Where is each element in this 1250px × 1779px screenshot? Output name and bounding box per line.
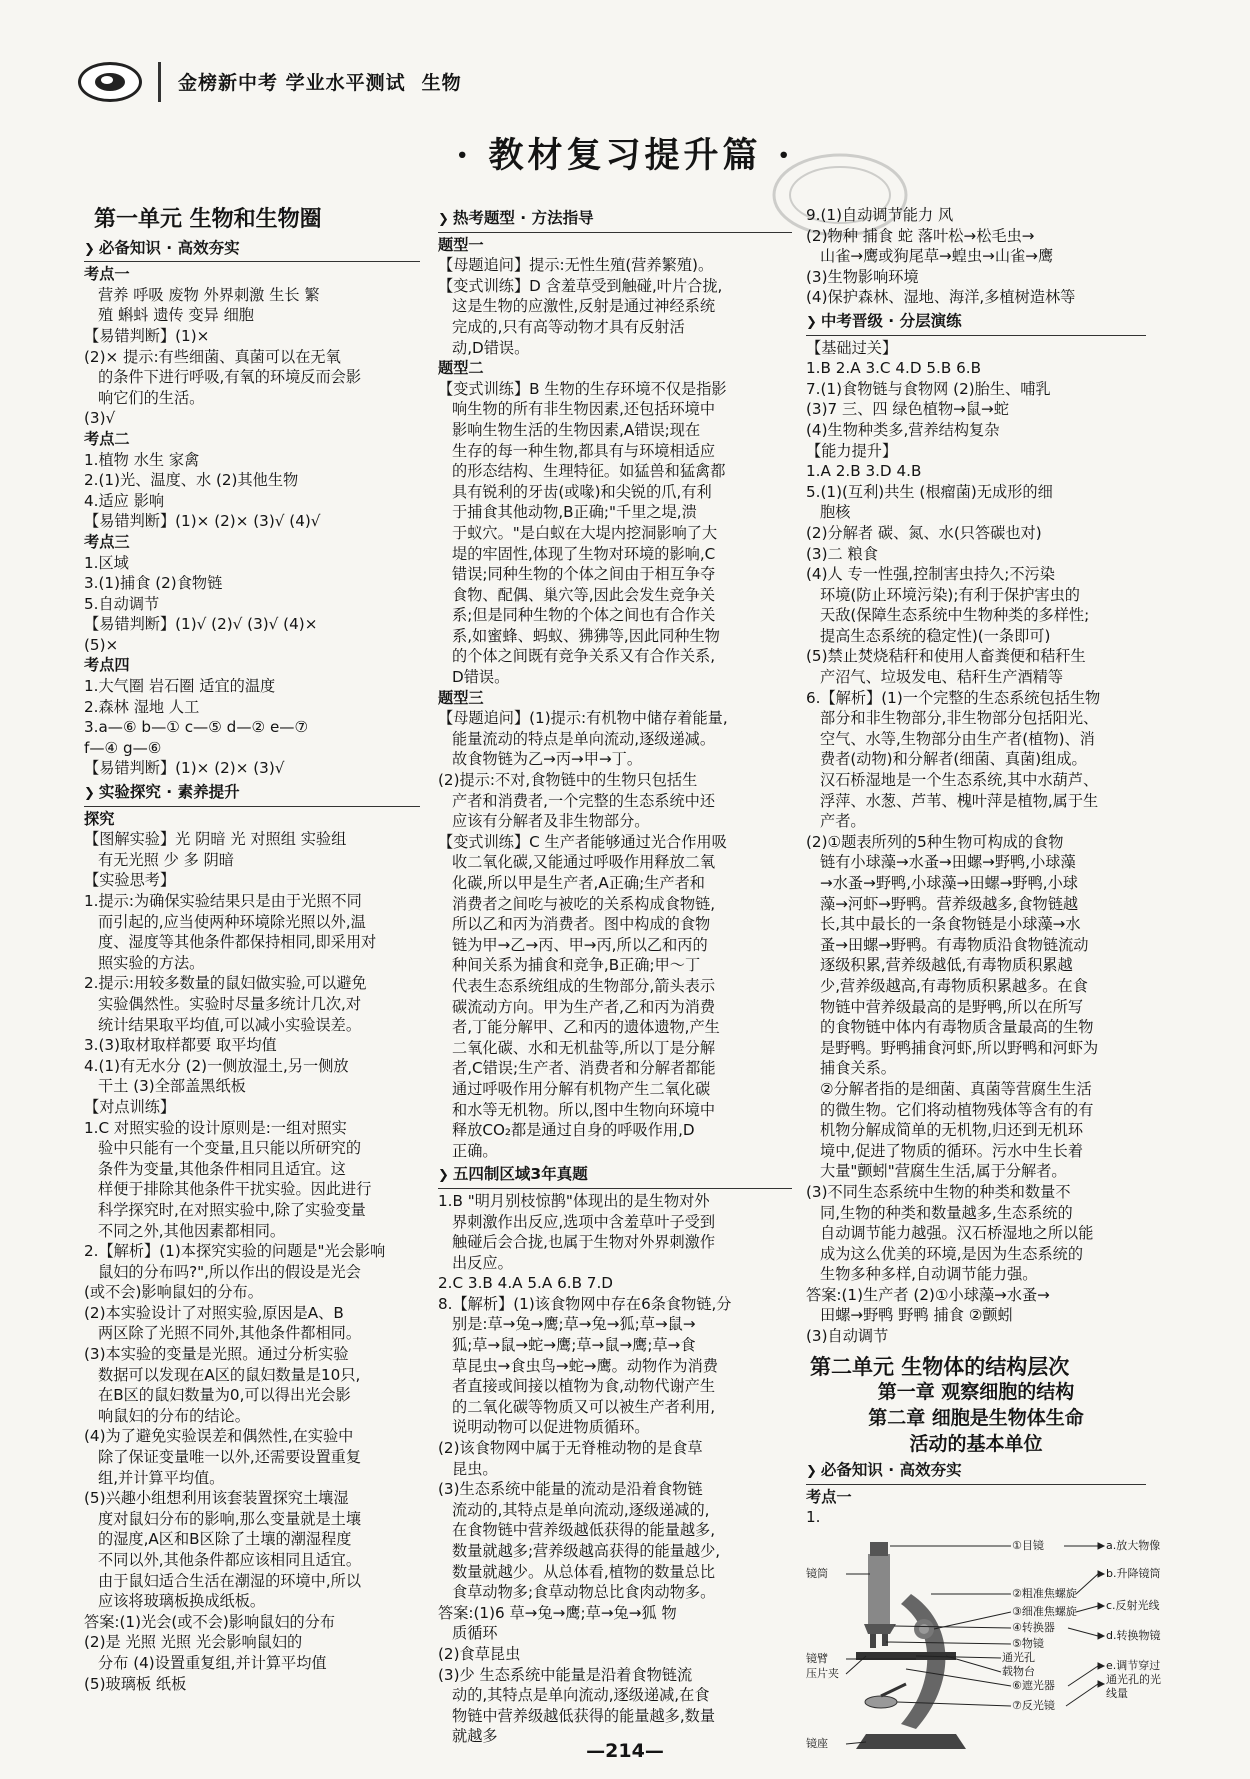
- text-line: 成为这么优美的环境,是因为生态系统的: [820, 1244, 1084, 1263]
- subject-name: 生物: [421, 72, 462, 94]
- label-aperture: 通光孔: [1002, 1651, 1035, 1665]
- text-line: 【母题追问】提示:无性生殖(营养繁殖)。: [438, 256, 714, 275]
- text-line: (2)物种 捕食 蛇 落叶松→松毛虫→: [806, 226, 1035, 245]
- text-line: (2)该食物网中属于无脊椎动物的是食草: [438, 1439, 703, 1458]
- text-line: 长,其中最长的一条食物链是小球藻→水: [820, 915, 1081, 934]
- text-line: 生存的每一种生物,都具有与环境相适应: [452, 441, 716, 460]
- text-line: 殖 蝌蚪 遗传 变异 细胞: [98, 306, 254, 325]
- text-line: 系,如蜜蜂、蚂蚁、狒狒等,因此同种生物: [452, 626, 720, 645]
- text-line: 照实验的方法。: [98, 953, 205, 972]
- text-line: 山雀→鹰或狗尾草→蝗虫→山雀→鹰: [820, 247, 1054, 266]
- text-line: 别是:草→兔→鹰;草→兔→狐;草→鼠→: [452, 1315, 696, 1334]
- text-line: ②分解者指的是细菌、真菌等营腐生生活: [820, 1079, 1092, 1098]
- text-line: 消费者之间吃与被吃的关系构成食物链,: [452, 894, 716, 913]
- text-line: 种间关系为捕食和竞争,B正确;甲～丁: [452, 956, 701, 975]
- text-line: 空气、水等,生物部分由生产者(植物)、消: [820, 729, 1095, 748]
- text-line: 化碳,所以甲是生产者,A正确;生产者和: [452, 874, 705, 892]
- text-line: f—④ g—⑥: [84, 738, 162, 757]
- text-line: 者,C错误;生产者、消费者和分解者都能: [452, 1059, 716, 1078]
- text-line: (4)人 专一性强,控制害虫持久;不污染: [806, 565, 1055, 584]
- text-line: 通过呼吸作用分解有机物产生二氧化碳: [452, 1079, 711, 1098]
- text-line: 的微生物。它们将动植物残体等含有的有: [820, 1100, 1094, 1119]
- text-line: (4)为了避免实验误差和偶然性,在实验中: [84, 1427, 354, 1446]
- text-line: 二氧化碳、水和无机盐等,所以丁是分解: [452, 1038, 716, 1057]
- text-line: 干土 (3)全部盖黑纸板: [98, 1077, 246, 1096]
- text-line: (3)二 粮食: [806, 544, 878, 563]
- text-line: 就越多: [452, 1727, 498, 1746]
- text-line: 【变式训练】C 生产者能够通过光合作用吸: [438, 832, 727, 851]
- page-number: —214—: [586, 1740, 664, 1762]
- text-line: (2)分解者 碳、氮、水(只答碳也对): [806, 523, 1042, 542]
- text-line: (2)①题表所列的5种生物可构成的食物: [806, 832, 1064, 851]
- chevron-right-icon: ❯: [806, 1464, 817, 1480]
- text-line: 错误;同种生物的个体之间由于相互争夺: [452, 565, 716, 584]
- text-line: (4)生物种类多,营养结构复杂: [806, 420, 1000, 439]
- text-line: 田螺→野鸭 野鸭 捕食 ②颤蚓: [820, 1306, 1013, 1325]
- text-line: 物链中营养级越低获得的能量越多,数量: [452, 1706, 716, 1725]
- text-line: 分布 (4)设置重复组,并计算平均值: [98, 1653, 327, 1672]
- text-line: 1.B "明月别枝惊鹊"体现出的是生物对外: [438, 1191, 710, 1210]
- chapter-2-title: 第二章 细胞是生物体生命: [868, 1407, 1084, 1430]
- text-line: 藻→河虾→野鸭。营养级越多,食物链越: [820, 894, 1079, 913]
- text-line: 机物分解成简单的无机物,归还到无机环: [820, 1121, 1084, 1140]
- text-line: 蚤→田螺→野鸭。有毒物质沿食物链流动: [820, 935, 1089, 954]
- text-line: 产者。: [820, 812, 866, 831]
- text-line: 不同以外,其他条件都应该相同且适宜。: [98, 1551, 362, 1569]
- text-line: 【易错判断】(1)×: [84, 326, 210, 345]
- text-line: 食物、配偶、巢穴等,因此会发生竞争关: [452, 585, 716, 604]
- text-line: 3.(1)捕食 (2)食物链: [84, 574, 223, 593]
- text-line: 应该有分解者及非生物部分。: [452, 812, 650, 831]
- text-block: [806, 338, 1146, 1347]
- text-line: 同,生物的种类和数量越多,生态系统的: [820, 1203, 1073, 1222]
- microscope-diagram: [806, 1534, 1161, 1764]
- text-line: (4)保护森林、湿地、海洋,多植树造林等: [806, 288, 1076, 307]
- text-line: (2)提示:不对,食物链中的生物只包括生: [438, 771, 698, 790]
- unit-2-title: 第二单元 生物体的结构层次: [810, 1353, 1070, 1379]
- text-line: 数据可以发现在A区的鼠妇数量是10只,: [98, 1365, 361, 1384]
- label-function-b: b.升降镜筒: [1106, 1567, 1161, 1581]
- text-line: 响它们的生活。: [98, 388, 205, 407]
- text-line: 出反应。: [452, 1253, 513, 1272]
- text-line: 生物多种多样,自动调节能力强。: [820, 1265, 1038, 1284]
- text-line: 2.森林 湿地 人工: [84, 697, 200, 716]
- text-line: 考点一: [84, 265, 130, 284]
- label-stage: 载物台: [1002, 1665, 1035, 1679]
- text-line: 的食物链中体内有毒物质含量最高的生物: [820, 1018, 1094, 1037]
- text-line: 5.(1)(互利)共生 (根瘤菌)无成形的细: [806, 482, 1053, 501]
- text-line: 的个体之间既有竞争关系又有合作关系,: [452, 647, 716, 666]
- text-line: 汉石桥湿地是一个生态系统,其中水葫芦、: [820, 771, 1099, 790]
- text-line: (或不会)影响鼠妇的分布。: [84, 1283, 263, 1302]
- text-line: (3)生物影响环境: [806, 267, 919, 286]
- text-line: 1.提示:为确保实验结果只是由于光照不同: [84, 892, 362, 910]
- text-line: 8.【解析】(1)该食物网中存在6条食物链,分: [438, 1294, 732, 1313]
- text-line: 部分和非生物部分,非生物部分包括阳光、: [820, 709, 1099, 728]
- text-line: (5)×: [84, 635, 119, 654]
- text-line: (3)7 三、四 绿色植物→鼠→蛇: [806, 400, 1009, 419]
- text-line: 考点二: [84, 429, 130, 448]
- text-line: 影响生物生活的生物因素,A错误;现在: [452, 420, 701, 439]
- section-header: ❯ 中考晋级 · 分层演练: [806, 311, 1146, 336]
- text-line: 是野鸭。野鸭捕食河虾,所以野鸭和河虾为: [820, 1038, 1099, 1057]
- text-line: 1.大气圈 岩石圈 适宜的温度: [84, 677, 276, 696]
- text-block: [438, 1191, 792, 1747]
- text-line: 【易错判断】(1)√ (2)√ (3)√ (4)×: [84, 615, 318, 634]
- text-line: 响生物的所有非生物因素,还包括环境中: [452, 400, 716, 419]
- column-2: [438, 205, 792, 1747]
- page-title: · 教材复习提升篇 ·: [456, 135, 794, 176]
- text-line: 考点四: [84, 656, 130, 675]
- text-line: 2.【解析】(1)本探究实验的问题是"光会影响: [84, 1242, 386, 1261]
- header-divider: [158, 62, 161, 102]
- chevron-right-icon: ❯: [84, 786, 95, 802]
- text-line: 天敌(保障生态系统中生物种类的多样性;: [820, 606, 1090, 625]
- text-block: [84, 264, 420, 779]
- text-line: 2.C 3.B 4.A 5.A 6.B 7.D: [438, 1274, 613, 1293]
- column-1: [84, 205, 420, 1694]
- text-line: 答案:(1)生产者 (2)①小球藻→水蚤→: [806, 1285, 1050, 1304]
- text-line: 营养 呼吸 废物 外界刺激 生长 繁: [98, 285, 320, 304]
- chevron-right-icon: ❯: [806, 314, 817, 330]
- text-line: →水蚤→野鸭,小球藻→田螺→野鸭,小球: [820, 874, 1078, 892]
- text-line: 样便于排除其他条件干扰实验。因此进行: [98, 1180, 372, 1199]
- text-line: 产沼气、垃圾发电、秸秆生产酒精等: [820, 668, 1063, 687]
- text-line: 探究: [84, 809, 115, 828]
- text-line: (3)不同生态系统中生物的种类和数量不: [806, 1182, 1071, 1201]
- text-line: 界刺激作出反应,选项中含羞草叶子受到: [452, 1212, 716, 1231]
- section-header: ❯ 热考题型 · 方法指导: [438, 208, 792, 233]
- text-line: 质循环: [452, 1624, 498, 1643]
- text-line: 具有锐利的牙齿(或喙)和尖锐的爪,有利: [452, 482, 712, 501]
- text-line: 1.C 对照实验的设计原则是:一组对照实: [84, 1118, 347, 1137]
- text-line: 流动的,其特点是单向流动,逐级递减的,: [452, 1500, 710, 1519]
- page-header: [78, 58, 1228, 106]
- label-diaphragm: ⑥遮光器: [1012, 1679, 1055, 1693]
- text-line: 于捕食其他动物,B正确;"千里之堤,溃: [452, 503, 697, 522]
- label-function-c: c.反射光线: [1106, 1599, 1160, 1613]
- text-line: 1.B 2.A 3.C 4.D 5.B 6.B: [806, 359, 982, 378]
- text-line: (3)生态系统中能量的流动是沿着食物链: [438, 1480, 703, 1499]
- text-line: 3.(3)取材取样都要 取平均值: [84, 1036, 277, 1055]
- text-line: 少,营养级越高,有毒物质积累越多。在食: [820, 976, 1088, 995]
- text-block: [438, 235, 792, 1162]
- text-line: 所以乙和丙为消费者。图中构成的食物: [452, 915, 711, 934]
- label-nosepiece: ④转换器: [1012, 1621, 1055, 1635]
- text-line: 故食物链为乙→丙→甲→丁。: [452, 750, 643, 769]
- text-line: 统计结果取平均值,可以减小实验误差。: [98, 1015, 362, 1034]
- label-coarse-knob: ②粗准焦螺旋: [1012, 1587, 1077, 1601]
- text-line: 【图解实验】光 阴暗 光 对照组 实验组: [84, 830, 347, 849]
- text-line: 狐;草→鼠→蛇→鹰;草→鼠→鹰;草→食: [452, 1336, 696, 1355]
- text-line: (5)玻璃板 纸板: [84, 1674, 187, 1693]
- label-clip: 压片夹: [806, 1667, 839, 1681]
- text-line: 2.(1)光、温度、水 (2)其他生物: [84, 471, 299, 490]
- text-line: 完成的,只有高等动物才具有反射活: [452, 317, 685, 336]
- text-line: 不同之外,其他因素都相同。: [98, 1221, 286, 1240]
- text-line: 堤的牢固性,体现了生物对环境的影响,C: [452, 544, 716, 563]
- label-function-a: a.放大物像: [1106, 1539, 1161, 1553]
- text-line: (3)本实验的变量是光照。通过分析实验: [84, 1345, 349, 1364]
- text-line: 3.a—⑥ b—① c—⑤ d—② e—⑦: [84, 718, 309, 737]
- text-line: 5.自动调节: [84, 594, 160, 613]
- text-line: 考点一: [806, 1487, 852, 1506]
- text-line: 费者(动物)和分解者(细菌、真菌)组成。: [820, 750, 1087, 769]
- chapter-1-title: 第一章 观察细胞的结构: [877, 1381, 1075, 1404]
- text-line: 浮萍、水葱、芦苇、槐叶萍是植物,属于生: [820, 791, 1099, 810]
- text-line: 动,D错误。: [452, 338, 530, 357]
- text-line: 6.【解析】(1)一个完整的生态系统包括生物: [806, 688, 1101, 707]
- text-line: 链有小球藻→水蚤→田螺→野鸭,小球藻: [820, 853, 1076, 872]
- text-line: 食草动物多;食草动物总比食肉动物多。: [452, 1583, 716, 1602]
- label-tube: 镜筒: [806, 1567, 828, 1581]
- text-line: 环境(防止环境污染);有利于保护害虫的: [820, 585, 1080, 604]
- text-line: 数量就越多;营养级越高获得的能量越少,: [452, 1542, 721, 1560]
- text-line: 1.植物 水生 家禽: [84, 450, 200, 469]
- text-line: 逐级积累,营养级越低,有毒物质积累越: [820, 956, 1073, 975]
- text-line: 在B区的鼠妇数量为0,可以得出光会影: [98, 1386, 351, 1405]
- label-function-d: d.转换物镜: [1106, 1629, 1161, 1643]
- text-line: 两区除了光照不同外,其他条件都相同。: [98, 1324, 362, 1343]
- label-objective: ⑤物镜: [1012, 1637, 1044, 1651]
- text-line: 释放CO₂都是通过自身的呼吸作用,D: [452, 1121, 695, 1140]
- text-line: 答案:(1)光会(或不会)影响鼠妇的分布: [84, 1612, 336, 1631]
- text-line: D错误。: [452, 668, 510, 687]
- text-line: 数量就越少。从总体看,植物的数量总比: [452, 1562, 716, 1581]
- text-line: 1.A 2.B 3.D 4.B: [806, 462, 922, 481]
- column-3: [806, 205, 1161, 1764]
- text-line: 由于鼠妇适合生活在潮湿的环境中,所以: [98, 1571, 362, 1590]
- text-line: 大量"颤蚓"营腐生生活,属于分解者。: [820, 1162, 1067, 1181]
- text-line: 动的,其特点是单向流动,逐级递减,在食: [452, 1686, 710, 1705]
- text-line: 物链中营养级最高的是野鸭,所以在所写: [820, 997, 1084, 1016]
- label-mirror: ⑦反光镜: [1012, 1699, 1055, 1713]
- text-line: 答案:(1)6 草→兔→鹰;草→兔→狐 物: [438, 1603, 677, 1622]
- text-line: 系;但是同种生物的个体之间也有合作关: [452, 606, 716, 625]
- text-block: [84, 809, 420, 1695]
- text-line: 实验偶然性。实验时尽量多统计几次,对: [98, 994, 362, 1013]
- text-line: 昆虫。: [452, 1459, 498, 1478]
- text-line: 者直接或间接以植物为食,动物代谢产生: [452, 1377, 716, 1396]
- text-line: (5)禁止焚烧秸秆和使用人畜粪便和秸秆生: [806, 647, 1086, 666]
- text-line: 说明动物可以促进物质循环。: [452, 1418, 650, 1437]
- text-line: 【易错判断】(1)× (2)× (3)√ (4)√: [84, 512, 321, 531]
- section-header: ❯ 必备知识 · 高效夯实: [84, 238, 420, 263]
- text-line: 自动调节能力越强。汉石桥湿地之所以能: [820, 1224, 1094, 1243]
- label-base: 镜座: [806, 1737, 828, 1751]
- text-line: 【变式训练】B 生物的生存环境不仅是指影: [438, 379, 727, 398]
- chevron-right-icon: ❯: [438, 1168, 449, 1184]
- text-line: 正确。: [452, 1141, 498, 1160]
- label-function-e-3: 线量: [1106, 1687, 1128, 1701]
- section-header: ❯ 实验探究 · 素养提升: [84, 782, 420, 807]
- text-line: (2)本实验设计了对照实验,原因是A、B: [84, 1303, 344, 1322]
- text-line: 的湿度,A区和B区除了土壤的潮湿程度: [98, 1530, 352, 1549]
- text-line: 题型三: [438, 688, 484, 707]
- text-line: (5)兴趣小组想利用该套装置探究土壤湿: [84, 1489, 349, 1508]
- text-line: 【能力提升】: [806, 441, 898, 460]
- chevron-right-icon: ❯: [84, 241, 95, 257]
- text-line: 【变式训练】D 含羞草受到触碰,叶片合拢,: [438, 276, 723, 295]
- text-line: 鼠妇的分布吗?",所以作出的假设是光会: [98, 1262, 361, 1281]
- text-line: 度对鼠妇分布的影响,那么变量就是土壤: [98, 1509, 362, 1528]
- text-line: 【对点训练】: [84, 1097, 176, 1116]
- label-fine-knob: ③细准焦螺旋: [1012, 1605, 1077, 1619]
- series-name: 金榜新中考 学业水平测试: [178, 72, 406, 94]
- text-line: 7.(1)食物链与食物网 (2)胎生、哺乳: [806, 379, 1051, 398]
- text-line: 和水等无机物。所以,图中生物向环境中: [452, 1100, 716, 1119]
- text-line: 验中只能有一个变量,且只能以所研究的: [98, 1139, 362, 1158]
- text-line: 捕食关系。: [820, 1059, 896, 1078]
- section-header: ❯ 必备知识 · 高效夯实: [806, 1460, 1146, 1485]
- text-line: 2.提示:用较多数量的鼠妇做实验,可以避免: [84, 974, 367, 993]
- text-line: 这是生物的应激性,反射是通过神经系统: [452, 297, 716, 316]
- text-line: 【易错判断】(1)× (2)× (3)√: [84, 759, 285, 778]
- text-line: 触碰后会合拢,也属于生物对外界刺激作: [452, 1233, 716, 1252]
- text-line: 的二氧化碳等物质又可以被生产者利用,: [452, 1397, 716, 1416]
- chapter-2-title-cont: 活动的基本单位: [909, 1433, 1043, 1456]
- text-line: 收二氧化碳,又能通过呼吸作用释放二氧: [452, 853, 716, 872]
- text-line: 组,并计算平均值。: [98, 1468, 225, 1487]
- text-line: 度、湿度等其他条件都保持相同,即采用对: [98, 933, 377, 952]
- text-line: 境中,促进了物质的循环。污水中生长着: [820, 1141, 1084, 1160]
- text-line: (2)食草昆虫: [438, 1644, 521, 1663]
- text-line: 响鼠妇的分布的结论。: [98, 1406, 250, 1425]
- text-line: 而引起的,应当使两种环境除光照以外,温: [98, 912, 366, 931]
- header-title: [178, 68, 462, 95]
- text-line: (3)√: [84, 409, 116, 428]
- text-line: 的形态结构、生理特征。如猛兽和猛禽都: [452, 462, 726, 481]
- publisher-logo-icon: [78, 62, 142, 102]
- text-line: 在食物链中营养级越低获得的能量越多,: [452, 1521, 716, 1540]
- unit-1-title: 第一单元 生物和生物圈: [94, 206, 322, 232]
- text-line: 产者和消费者,一个完整的生态系统中还: [452, 791, 716, 810]
- text-line: 草昆虫→食虫鸟→蛇→鹰。动物作为消费: [452, 1356, 718, 1375]
- text-line: 考点三: [84, 532, 130, 551]
- text-line: 有无光照 少 多 阴暗: [98, 850, 234, 869]
- text-line: 科学探究时,在对照实验中,除了实验变量: [98, 1200, 366, 1219]
- text-line: 题型一: [438, 235, 484, 254]
- text-line: 的条件下进行呼吸,有氧的环境反而会影: [98, 368, 362, 387]
- text-line: 【实验思考】: [84, 871, 176, 890]
- text-block: [806, 205, 1146, 308]
- text-line: 代表生态系统组成的生物部分,箭头表示: [452, 976, 716, 995]
- label-arm: 镜臂: [806, 1652, 828, 1666]
- text-line: (3)自动调节: [806, 1327, 889, 1346]
- text-line: 4.适应 影响: [84, 491, 165, 510]
- text-line: 碳流动方向。甲为生产者,乙和丙为消费: [452, 997, 716, 1016]
- text-line: 提高生态系统的稳定性)(一条即可): [820, 626, 1051, 645]
- section-header: ❯ 五四制区域3年真题: [438, 1164, 792, 1189]
- text-line: 4.(1)有无水分 (2)一侧放湿土,另一侧放: [84, 1056, 349, 1075]
- text-line: 【基础过关】: [806, 338, 898, 357]
- chevron-right-icon: ❯: [438, 212, 449, 227]
- text-line: 者,丁能分解甲、乙和丙的遗体遗物,产生: [452, 1018, 720, 1037]
- text-line: 1.区域: [84, 553, 129, 572]
- text-line: 除了保证变量唯一以外,还需要设置重复: [98, 1448, 362, 1467]
- text-line: 胞核: [820, 503, 851, 522]
- text-line: 能量流动的特点是单向流动,逐级递减。: [452, 729, 716, 748]
- text-line: 1.: [806, 1508, 821, 1527]
- text-block: [806, 1487, 1146, 1528]
- text-line: (2)是 光照 光照 光会影响鼠妇的: [84, 1633, 303, 1652]
- text-line: 条件为变量,其他条件相同且适宜。这: [98, 1159, 346, 1178]
- text-line: 于蚁穴。"是白蚁在大堤内挖洞影响了大: [452, 523, 718, 542]
- text-line: 题型二: [438, 359, 484, 378]
- label-function-e: e.调节穿过: [1106, 1659, 1161, 1673]
- text-line: 9.(1)自动调节能力 风: [806, 206, 954, 224]
- label-function-e-2: 通光孔的光: [1106, 1673, 1161, 1687]
- text-line: 【母题追问】(1)提示:有机物中储存着能量,: [438, 709, 728, 728]
- text-line: (2)× 提示:有些细菌、真菌可以在无氧: [84, 347, 341, 366]
- label-eyepiece: ①目镜: [1012, 1539, 1044, 1553]
- text-line: (3)少 生态系统中能量是沿着食物链流: [438, 1665, 693, 1684]
- microscope-icon: [806, 1534, 1146, 1764]
- text-line: 应该将玻璃板换成纸板。: [98, 1592, 266, 1611]
- text-line: 链为甲→乙→丙、甲→丙,所以乙和丙的: [452, 935, 708, 954]
